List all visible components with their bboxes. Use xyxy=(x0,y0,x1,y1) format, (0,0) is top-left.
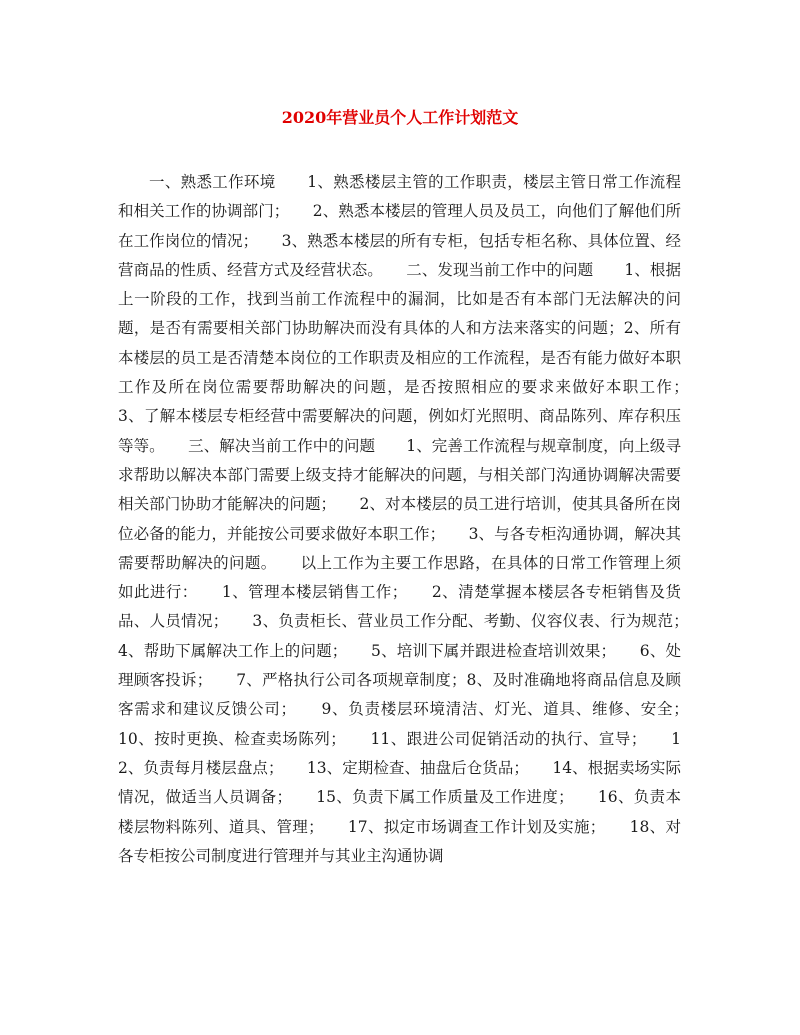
document-title: 2020年营业员个人工作计划范文 xyxy=(281,108,519,127)
document-body: 一、熟悉工作环境 1、熟悉楼层主管的工作职责，楼层主管日常工作流程和相关工作的协调部门； 2、熟悉本楼层的管理人员及员工，向他们了解他们所在工作岗位的情况； 3、熟悉本楼层的所有专柜，包括专柜名称、具体位置、经营商品的性质、经营方式及经营状态。 二、发现当前工作中的问题 1、根据上一阶段的工作，找到当前工作流程中的漏洞，比如是否有本部门无法解决的问题，是否有需要相关部门协助解决而没有具体的人和方法来落实的问题；2、所有本楼层的员工是否清楚本岗位的工作职责及相应的工作流程，是否有能力做好本职工作及所在岗位需要帮助解决的问题，是否按照相应的要求来做好本职工作； 3、了解本楼层专柜经营中需要解决的问题，例如灯光照明、商品陈列、库存积压等等。 三、解决当前工作中的问题 1、完善工作流程与规章制度，向上级寻求帮助以解决本部门需要上级支持才能解决的问题，与相关部门沟通协调解决需要相关部门协助才能解决的问题； 2、对本楼层的员工进行培训，使其具备所在岗位必备的能力，并能按公司要求做好本职工作； 3、与各专柜沟通协调，解决其需要帮助解决的问题。 以上工作为主要工作思路，在具体的日常工作管理上须如此进行： 1、管理本楼层销售工作； 2、清楚掌握本楼层各专柜销售及货品、人员情况； 3、负责柜长、营业员工作分配、考勤、仪容仪表、行为规范； 4、帮助下属解决工作上的问题； 5、培训下属并跟进检查培训效果； 6、处理顾客投诉； 7、严格执行公司各项规章制度；8、及时准确地将商品信息及顾客需求和建议反馈公司； 9、负责楼层环境清洁、灯光、道具、维修、安全； 10、按时更换、检查卖场陈列； 11、跟进公司促销活动的执行、宣导； 12、负责每月楼层盘点； 13、定期检查、抽盘后仓货品； 14、根据卖场实际情况，做适当人员调备； 15、负责下属工作质量及工作进度； 16、负责本楼层物料陈列、道具、管理； 17、拟定市场调查工作计划及实施； 18、对各专柜按公司制度进行管理并与其业主沟通协调 xyxy=(118,173,713,865)
